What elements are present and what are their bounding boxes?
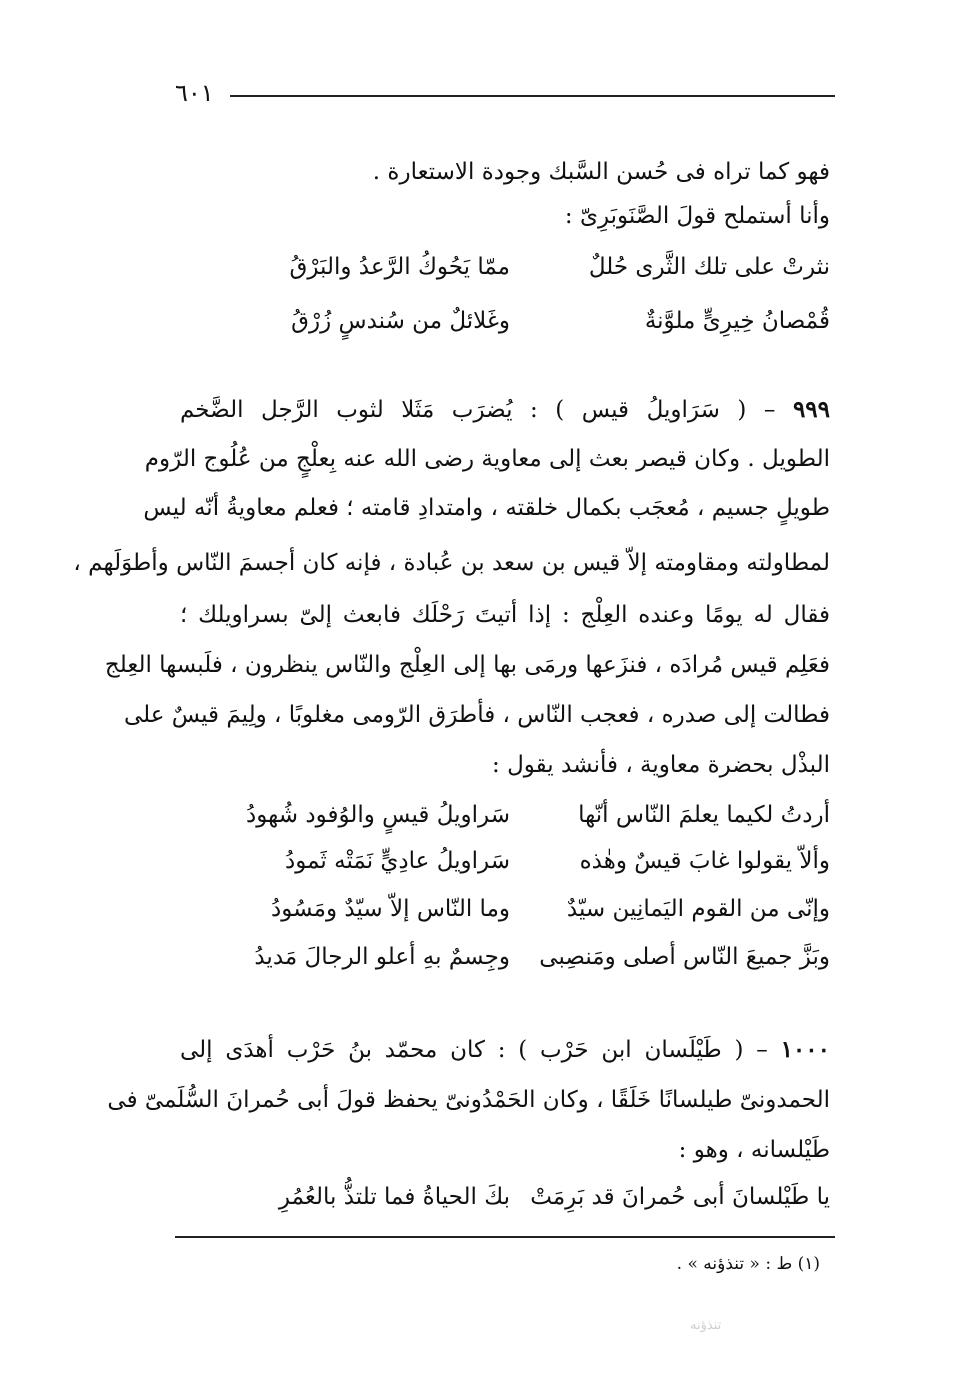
footnote-rule [175, 1236, 835, 1238]
entry-999-line-5: فقال له يومًا وعنده العِلْج : إذا أتيتَ رَحْلَك فابعث إلىّ بسراويلك ؛ [180, 602, 830, 628]
entry-999-line-7: فطالت إلى صدره ، فعجب النّاس ، فأطرَق الرّومى مغلوبًا ، ولِيمَ قيسٌ على [123, 702, 830, 728]
header-rule [230, 95, 835, 97]
entry-999-line-8: البذْل بحضرة معاوية ، فأنشد يقول : [492, 752, 830, 778]
poem3-verse-1 [180, 1174, 830, 1220]
poem2-verse-2 [180, 838, 830, 884]
intro-line-2: وأنا أستملح قولَ الصَّنَوبَرِىّ : [564, 203, 830, 229]
poem2-verse-1 [180, 792, 830, 838]
entry-999-line-6: فعَلِم قيس مُرادَه ، فنزَعها ورمَى بها إلى العِلْج والنّاس ينظرون ، فلَبسها العِلج [104, 652, 830, 678]
poem1-verse-2 [180, 298, 830, 344]
poem2-verse-1-first-hemistich: أردتُ لكيما يعلمَ النّاس أنّها [578, 802, 830, 828]
poem2-verse-1-second-hemistich: سَراويلُ قيسٍ والوُفود شُهودُ [246, 802, 510, 828]
poem1-verse-1-second-hemistich: ممّا يَحُوكُ الرَّعدُ والبَرْقُ [289, 254, 510, 280]
entry-1000-line-3: طَيْلسانه ، وهو : [678, 1137, 830, 1163]
poem2-verse-4-second-hemistich: وجِسمٌ بهِ أعلو الرجالَ مَديدُ [254, 944, 510, 970]
poem2-verse-3-first-hemistich: وإنّى من القوم اليَمانِين سيّدٌ [566, 896, 830, 922]
poem2-verse-2-second-hemistich: سَراويلُ عادِيٍّ نَمَتْه ثَمودُ [285, 848, 510, 874]
poem3-verse-1-second-hemistich: بكَ الحياةُ فما تلتذُّ بالعُمُرِ [278, 1184, 510, 1210]
poem1-verse-1-first-hemistich: نثرتْ على تلك الثَّرى حُللٌ [588, 254, 830, 280]
entry-999-number: ٩٩٩ [792, 396, 830, 423]
poem2-verse-3 [180, 886, 830, 932]
entry-1000-number: ١٠٠٠ [780, 1036, 830, 1063]
poem2-verse-3-second-hemistich: وما النّاس إلاّ سيّدٌ ومَسُودُ [271, 896, 510, 922]
page-header [175, 78, 835, 108]
poem3-verse-1-first-hemistich: يا طَيْلسانَ أبى حُمرانَ قد بَرِمَتْ [530, 1184, 830, 1210]
intro-line-1: فهو كما تراه فى حُسن السَّبك وجودة الاستعارة . [372, 159, 830, 185]
entry-999-line-4: لمطاولته ومقاومته إلاّ قيس بن سعد بن عُبادة ، فإنه كان أجسمَ النّاس وأطوَلَهم ، [73, 550, 830, 576]
faint-bleed-through-text: تنذؤنه [690, 1318, 722, 1333]
entry-999-heading-text: – ( سَرَاويلُ قيس ) : يُضرَب مَثَلا لثوب الرَّجل الضَّخم [180, 397, 776, 423]
entry-999-line-2: الطويل . وكان قيصر بعث إلى معاوية رضى الله عنه بِعلْجٍ من عُلُوج الرّوم [144, 446, 830, 472]
poem1-verse-1 [180, 244, 830, 290]
poem2-verse-2-first-hemistich: وألاّ يقولوا غابَ قيسٌ وهٰذه [579, 848, 830, 874]
entry-999-line-1 [180, 390, 830, 430]
entry-1000-heading-text: – ( طَيْلَسان ابن حَرْب ) : كان محمّد بنُ حَرْب أهدَى إلى [180, 1037, 768, 1063]
poem2-verse-4-first-hemistich: وبَزَّ جميعَ النّاس أصلى ومَنصِبى [539, 944, 830, 970]
entry-1000-line-2: الحمدونىّ طيلسانًا خَلَقًا ، وكان الحَمْدُونىّ يحفظ قولَ أبى حُمرانَ السُّلَمىّ فى [107, 1087, 830, 1113]
poem1-verse-2-first-hemistich: قُمْصانُ خِيرِىٍّ ملوَّنةٌ [644, 308, 830, 334]
poem2-verse-4 [180, 934, 830, 980]
entry-1000-line-1 [180, 1030, 830, 1070]
footnote: (١) ط : « تنذؤنه » . [676, 1254, 820, 1274]
poem1-verse-2-second-hemistich: وغَلائلٌ من سُندسٍ زُرْقُ [291, 308, 510, 334]
page-number: ٦٠١ [175, 79, 214, 107]
entry-999-line-3: طويلٍ جسيم ، مُعجَب بكمال خلقته ، وامتدادِ قامته ؛ فعلم معاويةُ أنّه ليس [143, 495, 830, 521]
